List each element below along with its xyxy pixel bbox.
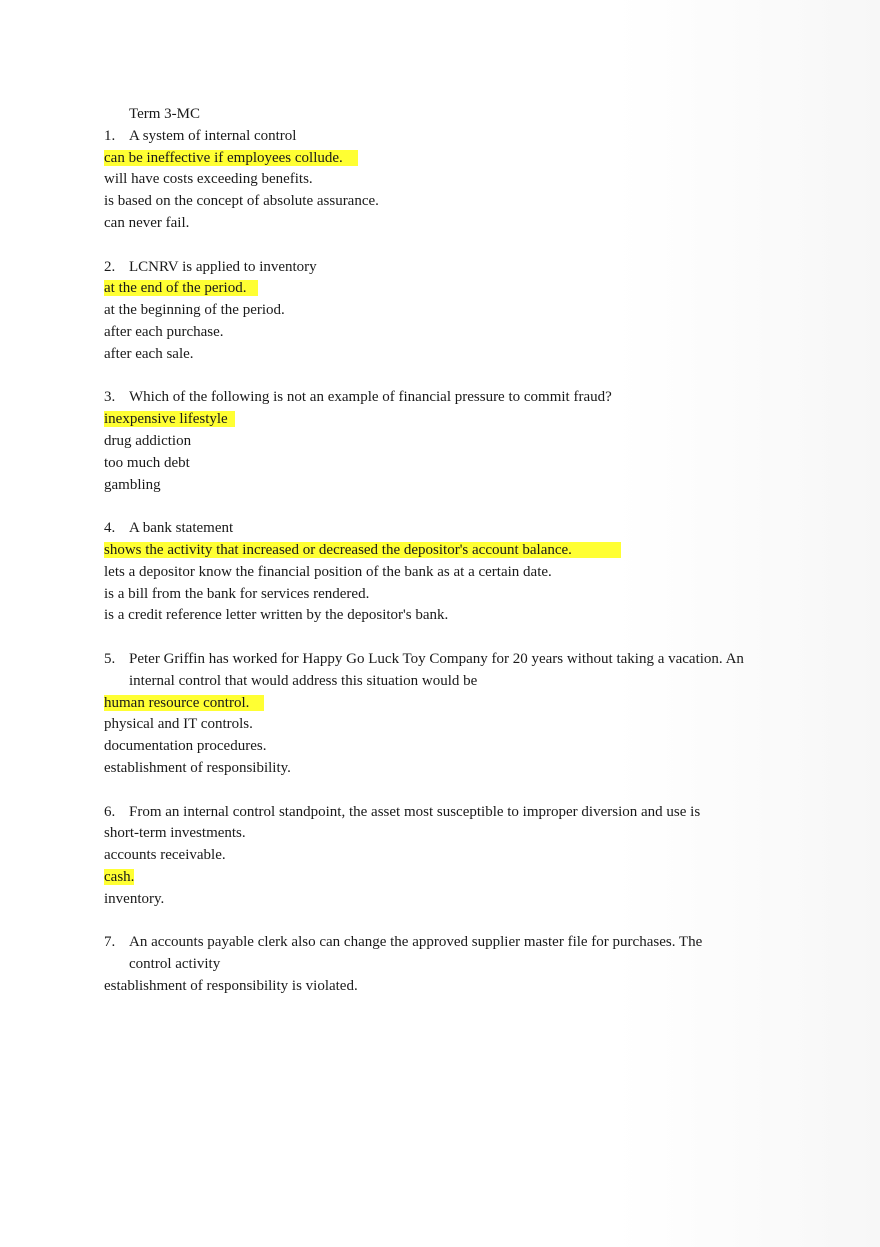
answer-option-label: accounts receivable.: [104, 847, 226, 864]
answer-option-label: at the end of the period.: [104, 280, 247, 297]
answer-option-label: short-term investments.: [104, 825, 246, 842]
answer-option-text: [104, 825, 246, 841]
answer-option-label: cash.: [104, 868, 135, 885]
answer-option-text: [104, 716, 253, 732]
answer-option: [104, 758, 744, 780]
question-stem: [104, 257, 744, 279]
answer-option-label: is a bill from the bank for services rendered.: [104, 585, 370, 602]
answer-option-text: [104, 346, 194, 362]
question-stem: [104, 932, 744, 976]
answer-option-text: [104, 455, 190, 471]
document-content: [104, 104, 744, 1019]
highlight-padding: [249, 695, 264, 711]
answer-option-text: [104, 695, 264, 711]
highlighted-answer-option: [104, 867, 744, 889]
answer-option-text: [104, 760, 291, 776]
answer-option: [104, 714, 744, 736]
highlighted-answer-option: [104, 409, 744, 431]
question-stem: [104, 518, 744, 540]
answer-option-label: after each purchase.: [104, 323, 224, 340]
answer-option: [104, 736, 744, 758]
answer-option: [104, 562, 744, 584]
answer-option-text: [104, 607, 448, 623]
answer-option: [104, 976, 744, 998]
answer-option: [104, 344, 744, 366]
highlighted-answer-option: [104, 540, 744, 562]
answer-option-text: [104, 411, 235, 427]
question-1: [104, 126, 744, 235]
answer-option: [104, 169, 744, 191]
answer-option-text: [104, 302, 285, 318]
highlight-padding: [228, 411, 236, 427]
question-number: 3.: [104, 389, 116, 406]
highlight-padding: [572, 542, 621, 558]
question-text: A bank statement: [129, 520, 234, 537]
answer-option-label: establishment of responsibility.: [104, 759, 291, 776]
question-5: [104, 649, 744, 780]
answer-option: [104, 889, 744, 911]
answer-option-text: [104, 193, 379, 209]
question-text: An accounts payable clerk also can change the approved supplier master file for purchases. The control activity: [129, 934, 703, 973]
answer-option-text: [104, 215, 189, 231]
answer-option-label: can never fail.: [104, 214, 190, 231]
answer-option-label: drug addiction: [104, 432, 192, 449]
question-number: 1.: [104, 127, 116, 144]
question-number: 4.: [104, 520, 116, 537]
answer-option: [104, 322, 744, 344]
document-title: Term 3-MC: [129, 106, 201, 122]
question-stem: [104, 126, 744, 148]
answer-option-text: [104, 586, 369, 602]
answer-option-text: [104, 869, 134, 885]
answer-option-label: documentation procedures.: [104, 738, 267, 755]
answer-option-text: [104, 564, 552, 580]
answer-option-label: physical and IT controls.: [104, 716, 253, 733]
question-text: A system of internal control: [129, 127, 297, 144]
answer-option-label: lets a depositor know the financial position of the bank as at a certain date.: [104, 563, 552, 580]
answer-option: [104, 191, 744, 213]
question-number: 7.: [104, 934, 116, 951]
question-2: [104, 257, 744, 366]
answer-option: [104, 845, 744, 867]
answer-option: [104, 213, 744, 235]
answer-option-label: inexpensive lifestyle: [104, 411, 228, 428]
question-number: 5.: [104, 650, 116, 667]
question-stem: [104, 387, 744, 409]
answer-option-label: shows the activity that increased or decreased the depositor's account balance.: [104, 541, 572, 558]
answer-option-text: [104, 171, 313, 187]
answer-option-text: [104, 324, 224, 340]
question-list: [104, 126, 744, 998]
answer-option: [104, 475, 744, 497]
answer-option-text: [104, 477, 161, 493]
question-7: [104, 932, 744, 997]
answer-option-text: [104, 280, 258, 296]
highlighted-answer-option: [104, 693, 744, 715]
highlighted-answer-option: [104, 148, 744, 170]
answer-option-text: [104, 433, 191, 449]
question-text: Peter Griffin has worked for Happy Go Luck Toy Company for 20 years without taking a vacation. An internal control that would address this situation would be: [129, 650, 744, 689]
answer-option-label: after each sale.: [104, 345, 194, 362]
question-6: [104, 802, 744, 911]
answer-option-label: establishment of responsibility is violated.: [104, 977, 358, 994]
answer-option-text: [104, 891, 164, 907]
highlight-padding: [246, 280, 257, 296]
question-number: 6.: [104, 803, 116, 820]
answer-option-text: [104, 978, 358, 994]
answer-option: [104, 431, 744, 453]
answer-option-text: [104, 738, 266, 754]
answer-option-label: will have costs exceeding benefits.: [104, 171, 313, 188]
answer-option-text: [104, 542, 621, 558]
question-stem: [104, 802, 744, 824]
answer-option-label: gambling: [104, 476, 161, 493]
highlight-padding: [343, 150, 358, 166]
answer-option-label: inventory.: [104, 890, 165, 907]
answer-option-label: human resource control.: [104, 694, 250, 711]
answer-option: [104, 584, 744, 606]
question-3: [104, 387, 744, 496]
answer-option: [104, 605, 744, 627]
question-text: Which of the following is not an example of financial pressure to commit fraud?: [129, 389, 612, 406]
answer-option: [104, 300, 744, 322]
question-4: [104, 518, 744, 627]
question-text: From an internal control standpoint, the asset most susceptible to improper diversion and use is: [129, 803, 701, 820]
answer-option-label: too much debt: [104, 454, 190, 471]
question-number: 2.: [104, 258, 116, 275]
question-stem: [104, 649, 744, 693]
answer-option: [104, 823, 744, 845]
answer-option-text: [104, 150, 358, 166]
answer-option-label: at the beginning of the period.: [104, 302, 285, 319]
answer-option-label: is based on the concept of absolute assurance.: [104, 193, 379, 210]
question-text: LCNRV is applied to inventory: [129, 258, 317, 275]
highlighted-answer-option: [104, 278, 744, 300]
answer-option: [104, 453, 744, 475]
answer-option-label: can be ineffective if employees collude.: [104, 149, 343, 166]
answer-option-label: is a credit reference letter written by the depositor's bank.: [104, 607, 449, 624]
answer-option-text: [104, 847, 226, 863]
